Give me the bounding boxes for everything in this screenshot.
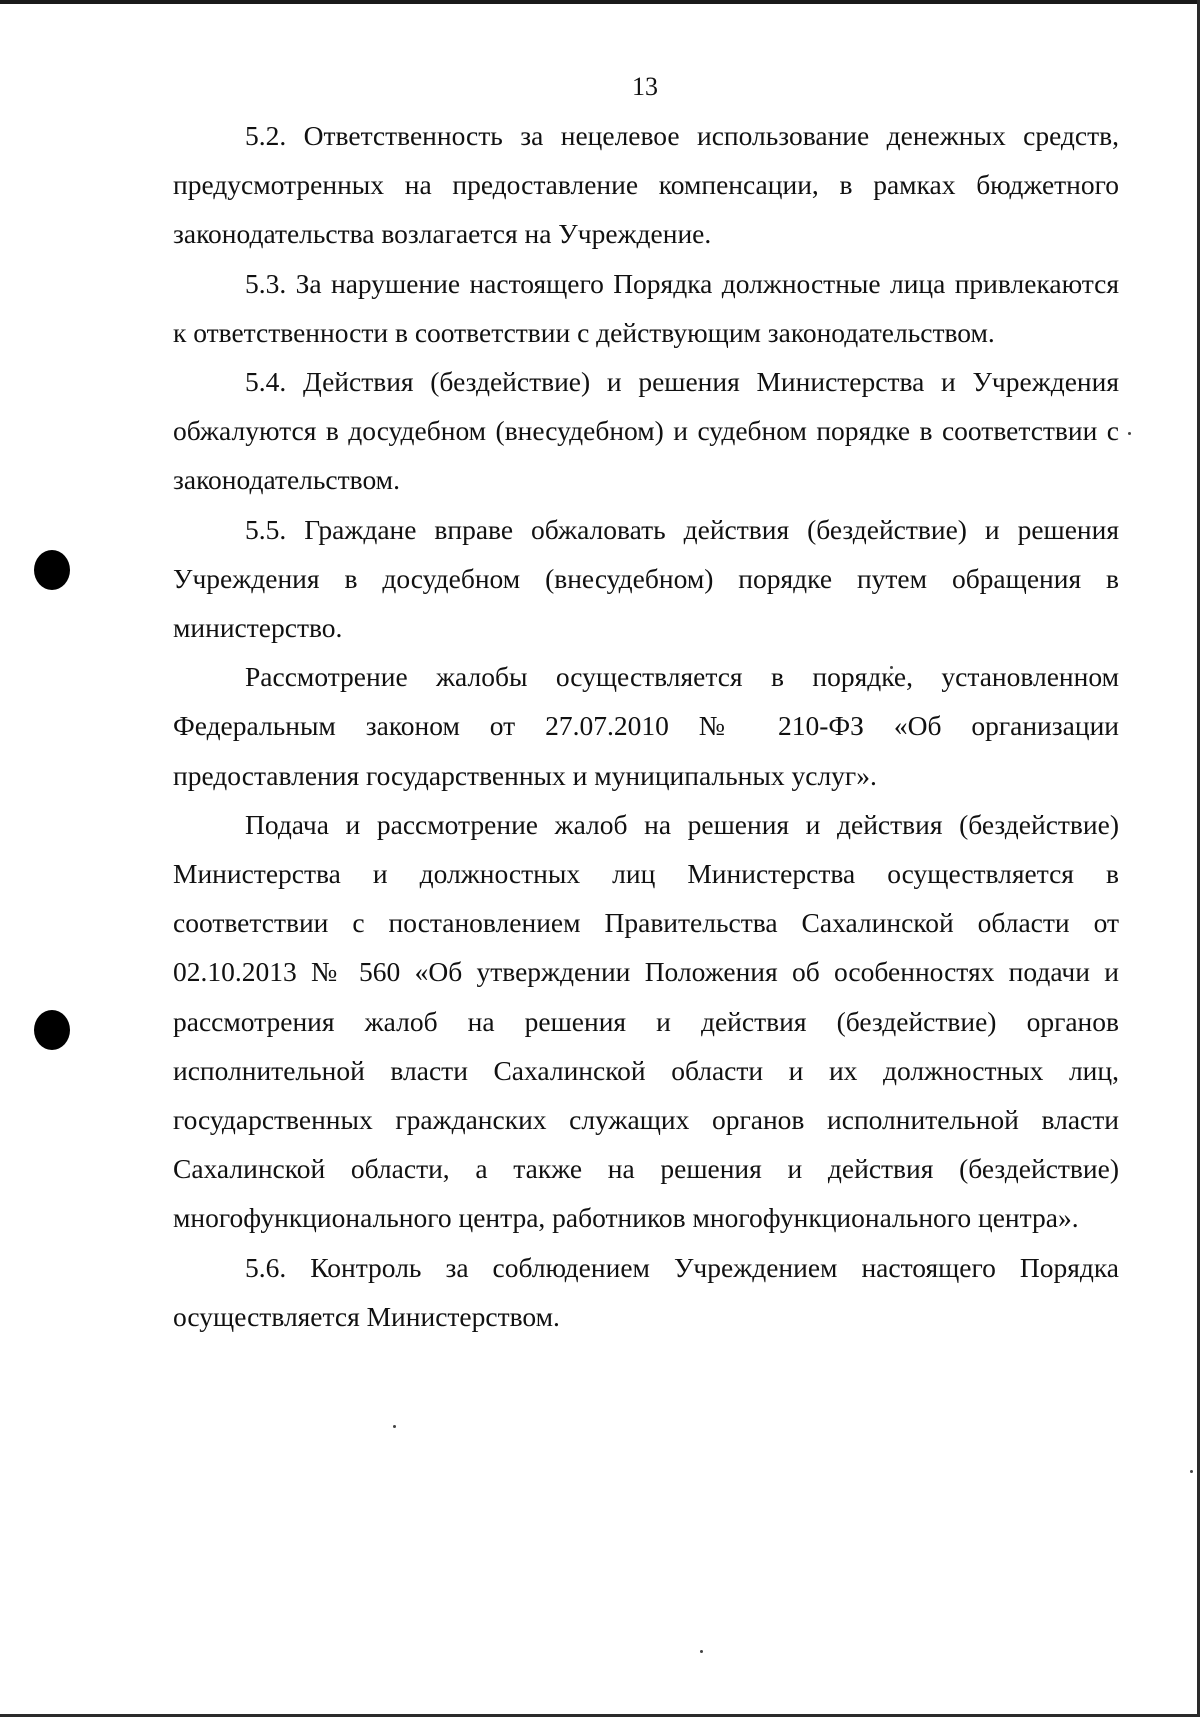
paragraph-complaint-review: Рассмотрение жалобы осуществляется в порядке, установленном Федеральным законом от 27.07.2010 № 210-ФЗ «Об организации предоставления государственных и муниципальных услуг».	[173, 661, 1119, 791]
punch-hole-upper	[34, 550, 70, 590]
paragraph-5-2: 5.2. Ответственность за нецелевое использование денежных средств, предусмотренных на предоставление компенсации, в рамках бюджетного законодательства возлагается на Учреждение.	[173, 120, 1119, 250]
paragraph-5-4: 5.4. Действия (бездействие) и решения Министерства и Учреждения обжалуются в досудебном (внесудебном) и судебном порядке в соответствии с законодательством.	[173, 366, 1119, 496]
page-number: 13	[632, 72, 658, 101]
punch-hole-lower	[34, 1010, 70, 1050]
paragraph-complaint-submission: Подача и рассмотрение жалоб на решения и действия (бездействие) Министерства и должностных лиц Министерства осуществляется в соответствии с постановлением Правительства Сахалинской области от 02.10.2013 № 560 «Об утверждении Положения об особенностях подачи и рассмотрения жалоб на решения и действия (бездействие) органов исполнительной власти Сахалинской области и их должностных лиц, государственных гражданских служащих органов исполнительной власти Сахалинской области, а также на решения и действия (бездействие) многофункционального центра, работников многофункционального центра».	[173, 808, 1119, 1234]
paragraph-5-3: 5.3. За нарушение настоящего Порядка должностные лица привлекаются к ответственности в соответствии с действующим законодательством.	[173, 267, 1119, 348]
scan-speck	[700, 1650, 703, 1653]
paragraph-5-5: 5.5. Граждане вправе обжаловать действия (бездействие) и решения Учреждения в досудебном (внесудебном) порядке путем обращения в министерство.	[173, 513, 1119, 644]
scan-speck	[1190, 1470, 1193, 1473]
scan-speck	[393, 1425, 396, 1428]
paragraph-5-6: 5.6. Контроль за соблюдением Учреждением настоящего Порядка осуществляется Министерством.	[173, 1251, 1119, 1332]
scan-edge-top	[0, 0, 1200, 4]
scan-speck	[1128, 432, 1131, 435]
document-body	[173, 111, 1119, 1341]
